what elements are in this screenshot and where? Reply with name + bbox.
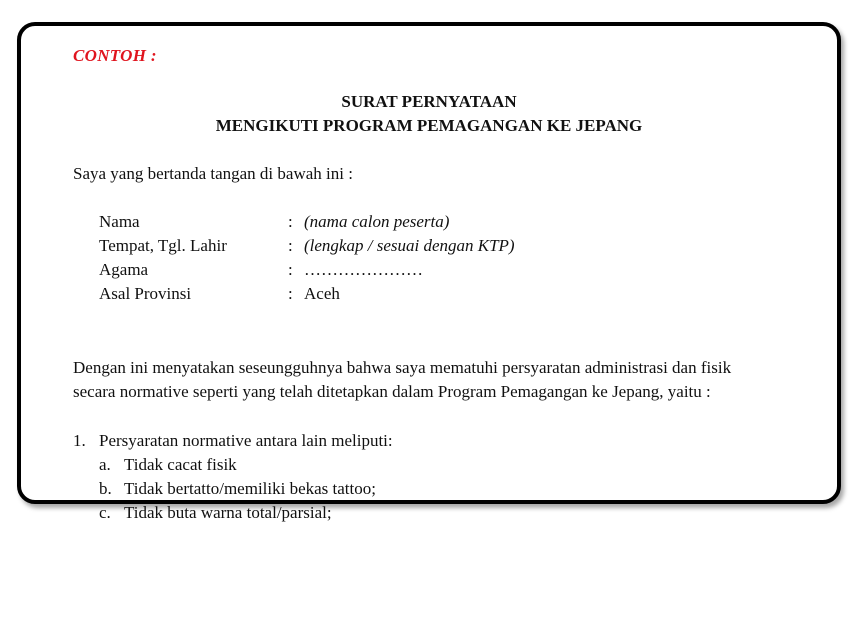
sublist-item: Tidak bertatto/memiliki bekas tattoo; — [124, 479, 376, 498]
example-label: CONTOH : — [73, 46, 157, 65]
sublist-item: Tidak cacat fisik — [124, 455, 237, 474]
document-page — [21, 26, 837, 626]
sublist-marker: c. — [99, 503, 111, 522]
field-label-asal-provinsi: Asal Provinsi — [99, 284, 192, 303]
sublist-marker: a. — [99, 455, 111, 474]
field-colon: : — [288, 236, 293, 255]
field-value-tempat-tgl-lahir: (lengkap / sesuai dengan KTP) — [304, 236, 515, 255]
field-value-asal-provinsi: Aceh — [304, 284, 340, 303]
intro-text: Saya yang bertanda tangan di bawah ini : — [73, 164, 353, 183]
field-colon: : — [288, 260, 293, 279]
field-value-nama: (nama calon peserta) — [304, 212, 450, 231]
field-label-tempat-tgl-lahir: Tempat, Tgl. Lahir — [99, 236, 227, 255]
list-item-heading: Persyaratan normative antara lain meliputi: — [99, 431, 393, 450]
statement-paragraph-line: secara normative seperti yang telah ditetapkan dalam Program Pemagangan ke Jepang, yaitu : — [73, 382, 711, 401]
field-label-agama: Agama — [99, 260, 149, 279]
sublist-item: Tidak buta warna total/parsial; — [124, 503, 332, 522]
field-value-agama: ………………… — [304, 260, 423, 279]
sublist-marker: b. — [99, 479, 112, 498]
field-colon: : — [288, 284, 293, 303]
field-label-nama: Nama — [99, 212, 140, 231]
list-number: 1. — [73, 431, 86, 450]
document-title: SURAT PERNYATAAN — [341, 92, 517, 111]
document-subtitle: MENGIKUTI PROGRAM PEMAGANGAN KE JEPANG — [215, 116, 643, 135]
statement-paragraph-line: Dengan ini menyatakan seseungguhnya bahwa saya mematuhi persyaratan administrasi dan fisik — [73, 358, 732, 377]
field-colon: : — [288, 212, 293, 231]
document-frame — [17, 22, 841, 522]
